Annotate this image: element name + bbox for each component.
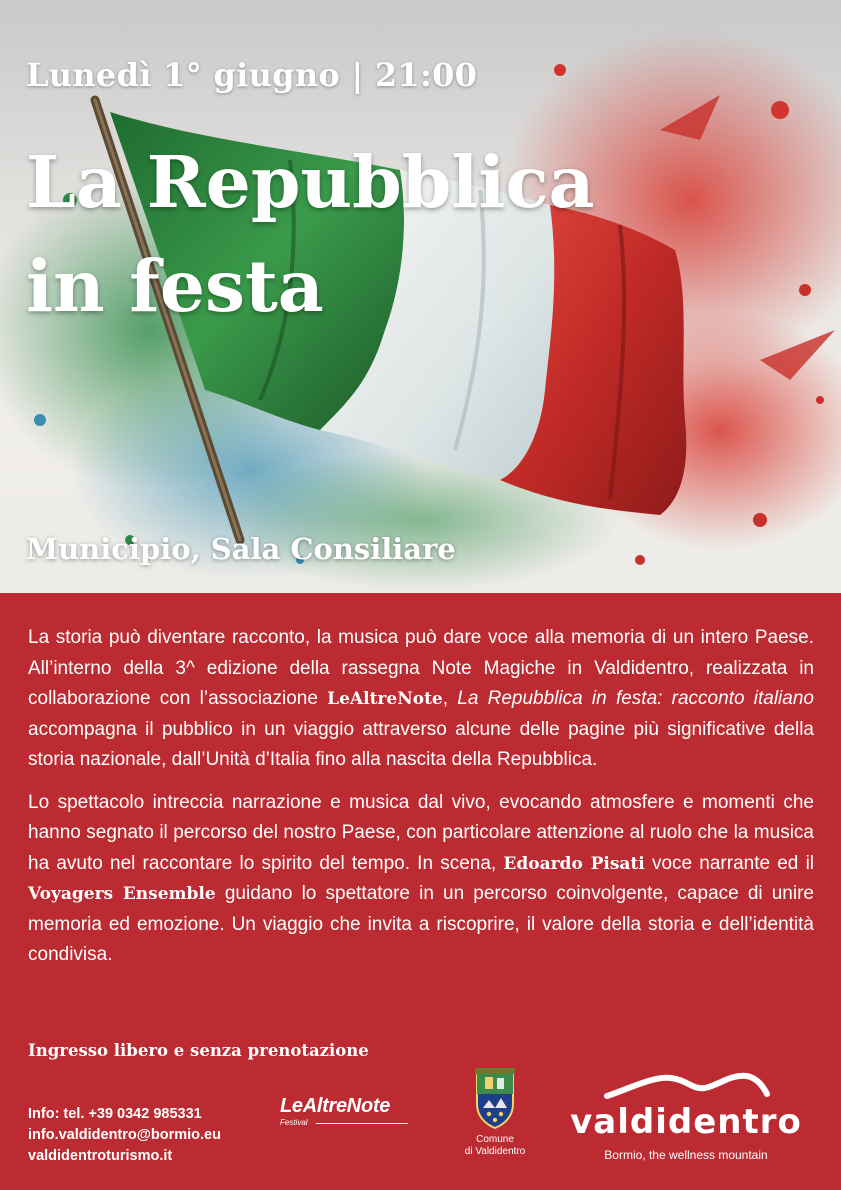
text-run: accompagna il pubblico in un viaggio attraverso alcune delle pagine più significative della storia nazionale, dall’Unità d’Italia fino alla nascita della Repubblica.: [28, 718, 814, 770]
valdidentro-logo-name: valdidentro: [570, 1102, 802, 1142]
event-venue: Municipio, Sala Consiliare: [26, 532, 456, 566]
lealtrenote-logo: [280, 1094, 415, 1134]
text-run: guidano lo spettatore in un percorso coinvolgente, capace di unire memoria ed emozione. Un viaggio che invita a riscoprire, il valore della storia e dell’identità condivisa.: [28, 883, 814, 965]
valdidentro-logo: [555, 1070, 817, 1162]
show-title-italic: La Repubblica in festa: racconto italiano: [457, 688, 814, 709]
event-title-line-1: La Repubblica: [26, 140, 595, 224]
comune-logo-line-1: Comune: [476, 1134, 514, 1145]
event-title-line-2: in festa: [26, 244, 324, 328]
description-paragraph-1: [28, 623, 814, 776]
municipal-crest-icon: [473, 1068, 517, 1130]
text-run: voce narrante ed il: [644, 852, 815, 874]
valdidentro-logo-tagline: Bormio, the wellness mountain: [604, 1148, 768, 1162]
event-title: [26, 130, 806, 338]
contact-info: [28, 1104, 221, 1167]
hero-section: [0, 0, 841, 593]
text-run: ,: [442, 688, 458, 709]
text-run: Lo spettacolo intreccia narrazione e musica dal vivo, evocando atmosfere e momenti che hanno segnato il percorso del nostro Paese, con particolare attenzione al ruolo che la musica ha avuto nel raccontare lo spirito del tempo. In scena,: [28, 791, 814, 874]
lealtrenote-logo-name: LeAltreNote: [280, 1095, 391, 1117]
text-run: La storia può diventare racconto, la musica può dare voce alla memoria di un intero Paese. All’interno della 3^ edizione della rassegna Note Magiche in Valdidentro, realizzata in collaborazione con l’associazione: [28, 627, 814, 709]
event-description: [28, 623, 814, 971]
description-paragraph-2: [28, 788, 814, 971]
event-date-time: Lunedì 1° giugno | 21:00: [26, 56, 478, 94]
association-name: LeAltreNote: [327, 689, 443, 709]
contact-website[interactable]: valdidentroturismo.it: [28, 1148, 173, 1164]
admission-note: Ingresso libero e senza prenotazione: [28, 1041, 369, 1060]
comune-logo: [448, 1068, 542, 1158]
contact-phone[interactable]: Info: tel. +39 0342 985331: [28, 1106, 202, 1122]
mountain-logo-icon: [601, 1070, 771, 1100]
narrator-name: Edoardo Pisati: [503, 853, 645, 874]
contact-email[interactable]: info.valdidentro@bormio.eu: [28, 1127, 221, 1143]
lealtrenote-logo-rule: [316, 1123, 408, 1124]
comune-logo-line-2: di Valdidentro: [464, 1146, 526, 1157]
ensemble-name: Voyagers Ensemble: [28, 884, 216, 904]
lealtrenote-logo-sub: Festival: [280, 1118, 308, 1127]
